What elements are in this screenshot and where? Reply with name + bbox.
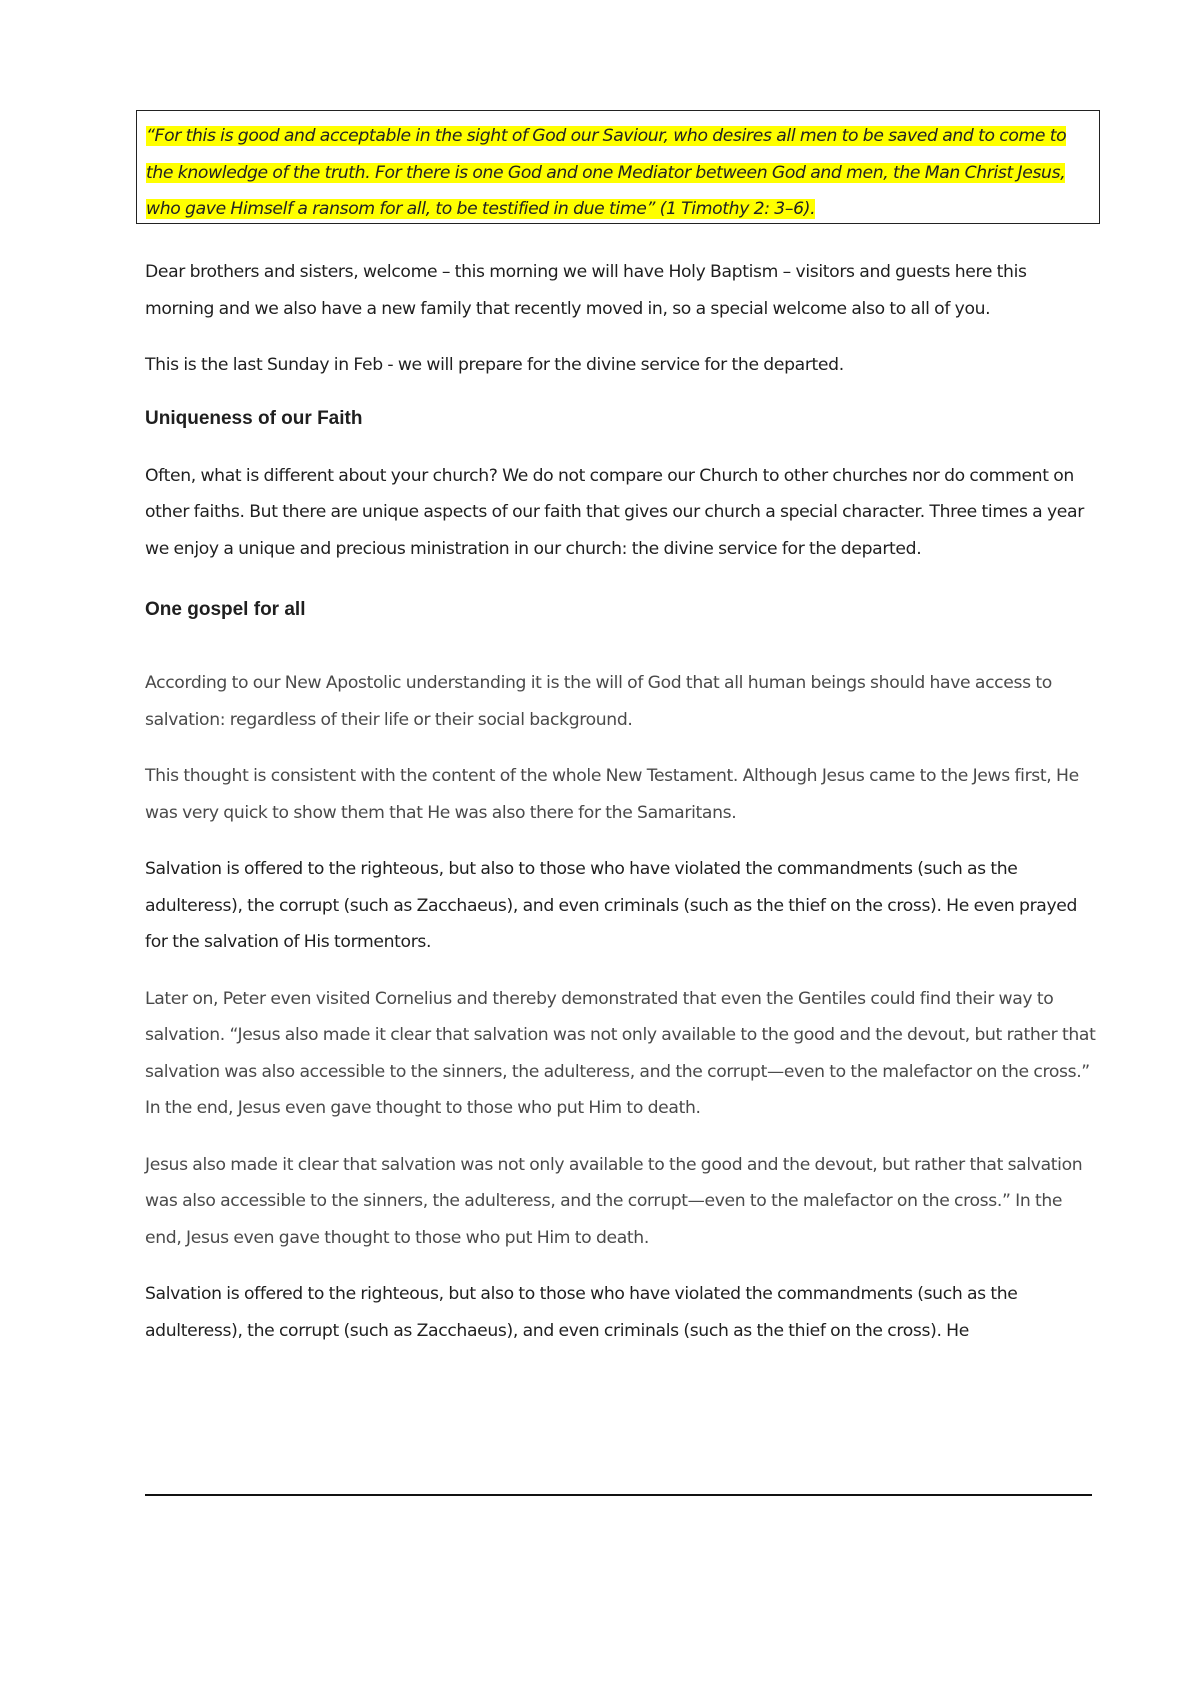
last-sunday-paragraph: This is the last Sunday in Feb - we will prepare for the divine service for the departed.: [145, 355, 844, 375]
scripture-quote-box: [136, 110, 1100, 224]
bottom-rule: [145, 1494, 1092, 1496]
gospel-paragraph-1: According to our New Apostolic understanding it is the will of God that all human beings should have access to salvation: regardless of their life or their social background.: [145, 673, 1052, 730]
gospel-paragraph-3: Salvation is offered to the righteous, but also to those who have violated the commandments (such as the adulteress), the corrupt (such as Zacchaeus), and even criminals (such as the thief on the cross). He even prayed for the salvation of His tormentors.: [145, 859, 1078, 952]
gospel-paragraph-4: Later on, Peter even visited Cornelius and thereby demonstrated that even the Gentiles could find their way to salvation. “Jesus also made it clear that salvation was not only available to the good and the devout, but rather that salvation was also accessible to the sinners, the adulteress, and the corrupt—even to the malefactor on the cross.” In the end, Jesus even gave thought to those who put Him to death.: [145, 988, 1096, 1118]
welcome-paragraph: Dear brothers and sisters, welcome – this morning we will have Holy Baptism – visitors and guests here this morning and we also have a new family that recently moved in, so a special welcome also to all of you.: [145, 262, 1027, 319]
gospel-paragraph-6: Salvation is offered to the righteous, but also to those who have violated the commandments (such as the adulteress), the corrupt (such as Zacchaeus), and even criminals (such as the thief on the cross). He: [145, 1284, 1018, 1341]
gospel-paragraph-2: This thought is consistent with the content of the whole New Testament. Although Jesus came to the Jews first, He was very quick to show them that He was also there for the Samaritans.: [145, 766, 1079, 823]
document-body: [145, 254, 1100, 1349]
gospel-paragraph-5: Jesus also made it clear that salvation was not only available to the good and the devout, but rather that salvation was also accessible to the sinners, the adulteress, and the corrupt—even to the malefactor on the cross.” In the end, Jesus even gave thought to those who put Him to death.: [145, 1154, 1083, 1248]
scripture-quote: [146, 118, 1089, 228]
quote-highlight: “For this is good and acceptable in the sight of God our Saviour, who desires all men to be saved and to come to the knowledge of the truth. For there is one God and one Mediator between God and men, the Man Christ Jesus, who gave Himself a ransom for all, to be testified in due time” (1 Timothy 2: 3–6).: [146, 126, 1067, 219]
uniqueness-paragraph: Often, what is different about your church? We do not compare our Church to other churches nor do comment on other faiths. But there are unique aspects of our faith that gives our church a special character. Three times a year we enjoy a unique and precious ministration in our church: the divine service for the departed.: [145, 465, 1084, 559]
heading-uniqueness: Uniqueness of our Faith: [145, 407, 363, 429]
heading-one-gospel: One gospel for all: [145, 599, 306, 620]
